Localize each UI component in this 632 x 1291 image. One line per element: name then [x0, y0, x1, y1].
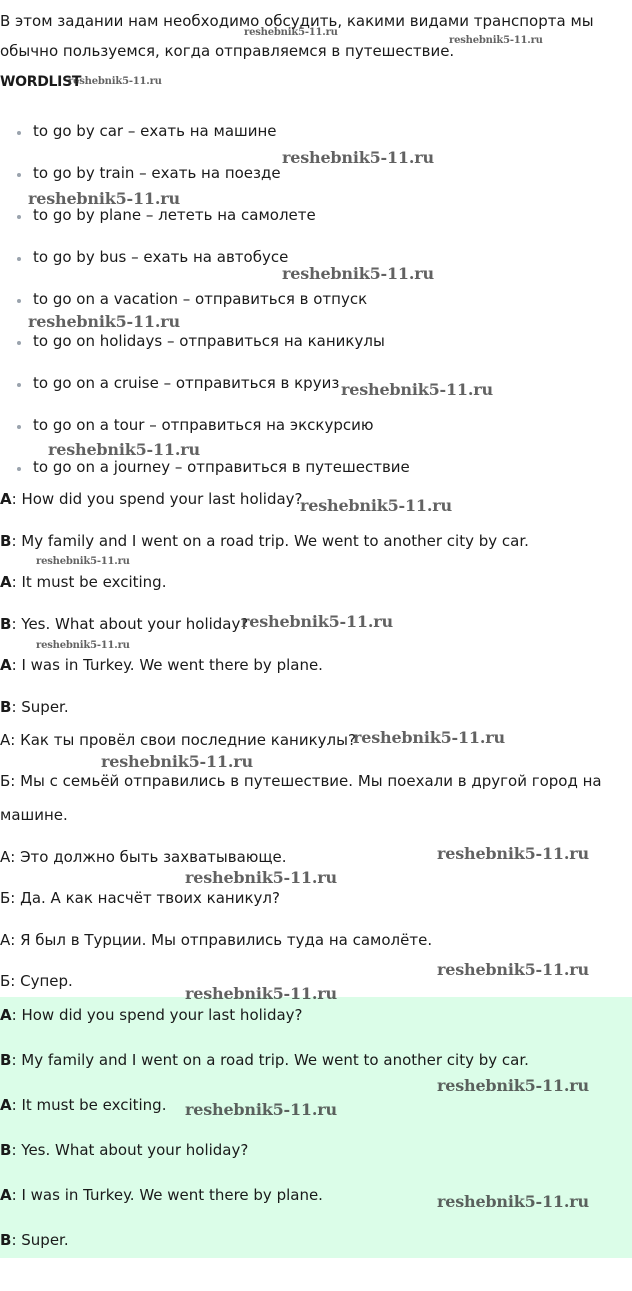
- dialogue-line: B: Yes. What about your holiday?: [0, 615, 249, 633]
- dialogue-line: B: My family and I went on a road trip. We went to another city by car.: [0, 532, 529, 550]
- dialogue-line: B: Super.: [0, 1231, 69, 1249]
- list-item: to go by plane – лететь на самолете: [33, 206, 316, 224]
- list-item: to go on a vacation – отправиться в отпуск: [33, 290, 368, 308]
- list-item: to go by car – ехать на машине: [33, 122, 277, 140]
- dialogue-line: A: I was in Turkey. We went there by plane.: [0, 656, 323, 674]
- dialogue-line: B: My family and I went on a road trip. We went to another city by car.: [0, 1051, 529, 1069]
- dialogue-line: A: How did you spend your last holiday?: [0, 1006, 303, 1024]
- intro-paragraph: В этом задании нам необходимо обсудить, какими видами транспорта мы обычно пользуемся, когда отправляемся в путешествие.: [0, 12, 594, 60]
- list-item: to go by train – ехать на поезде: [33, 164, 281, 182]
- watermark: reshebnik5-11.ru: [282, 264, 434, 283]
- watermark: reshebnik5-11.ru: [244, 27, 338, 38]
- watermark: reshebnik5-11.ru: [449, 35, 543, 46]
- watermark: reshebnik5-11.ru: [341, 380, 493, 399]
- bullet-icon: [17, 215, 21, 219]
- dialogue-line: A: I was in Turkey. We went there by plane.: [0, 1186, 323, 1204]
- dialogue-line: A: It must be exciting.: [0, 1096, 167, 1114]
- dialogue-line: Б: Мы с семьёй отправились в путешествие. Мы поехали в другой город на: [0, 772, 602, 790]
- bullet-icon: [17, 299, 21, 303]
- watermark: reshebnik5-11.ru: [437, 1192, 589, 1211]
- watermark: reshebnik5-11.ru: [28, 189, 180, 208]
- dialogue-line: B: Yes. What about your holiday?: [0, 1141, 249, 1159]
- watermark: reshebnik5-11.ru: [68, 76, 162, 87]
- bullet-icon: [17, 383, 21, 387]
- highlighted-dialogue-block: [0, 997, 632, 1258]
- list-item: to go on a cruise – отправиться в круиз: [33, 374, 340, 392]
- watermark: reshebnik5-11.ru: [48, 440, 200, 459]
- dialogue-line: B: Super.: [0, 698, 69, 716]
- watermark: reshebnik5-11.ru: [36, 556, 130, 567]
- bullet-icon: [17, 467, 21, 471]
- dialogue-line: А: Я был в Турции. Мы отправились туда на самолёте.: [0, 931, 433, 949]
- dialogue-line: Б: Супер.: [0, 972, 73, 990]
- watermark: reshebnik5-11.ru: [282, 148, 434, 167]
- bullet-icon: [17, 341, 21, 345]
- watermark: reshebnik5-11.ru: [437, 960, 589, 979]
- list-item: to go by bus – ехать на автобусе: [33, 248, 289, 266]
- watermark: reshebnik5-11.ru: [437, 1076, 589, 1095]
- bullet-icon: [17, 131, 21, 135]
- bullet-icon: [17, 425, 21, 429]
- list-item: to go on holidays – отправиться на каникулы: [33, 332, 385, 350]
- dialogue-line: Б: Да. А как насчёт твоих каникул?: [0, 889, 280, 907]
- watermark: reshebnik5-11.ru: [36, 640, 130, 651]
- watermark: reshebnik5-11.ru: [185, 1100, 337, 1119]
- bullet-icon: [17, 173, 21, 177]
- watermark: reshebnik5-11.ru: [437, 844, 589, 863]
- dialogue-line: А: Это должно быть захватывающе.: [0, 848, 287, 866]
- watermark: reshebnik5-11.ru: [101, 752, 253, 771]
- wordlist-heading: WORDLIST: [0, 74, 82, 90]
- watermark: reshebnik5-11.ru: [300, 496, 452, 515]
- watermark: reshebnik5-11.ru: [353, 728, 505, 747]
- watermark: reshebnik5-11.ru: [185, 868, 337, 887]
- watermark: reshebnik5-11.ru: [241, 612, 393, 631]
- watermark: reshebnik5-11.ru: [28, 312, 180, 331]
- list-item: to go on a tour – отправиться на экскурсию: [33, 416, 374, 434]
- dialogue-line: А: Как ты провёл свои последние каникулы?: [0, 731, 356, 749]
- list-item: to go on a journey – отправиться в путешествие: [33, 458, 410, 476]
- dialogue-line: A: It must be exciting.: [0, 573, 167, 591]
- bullet-icon: [17, 257, 21, 261]
- dialogue-line: машине.: [0, 806, 68, 824]
- watermark: reshebnik5-11.ru: [185, 984, 337, 1003]
- dialogue-line: A: How did you spend your last holiday?: [0, 490, 303, 508]
